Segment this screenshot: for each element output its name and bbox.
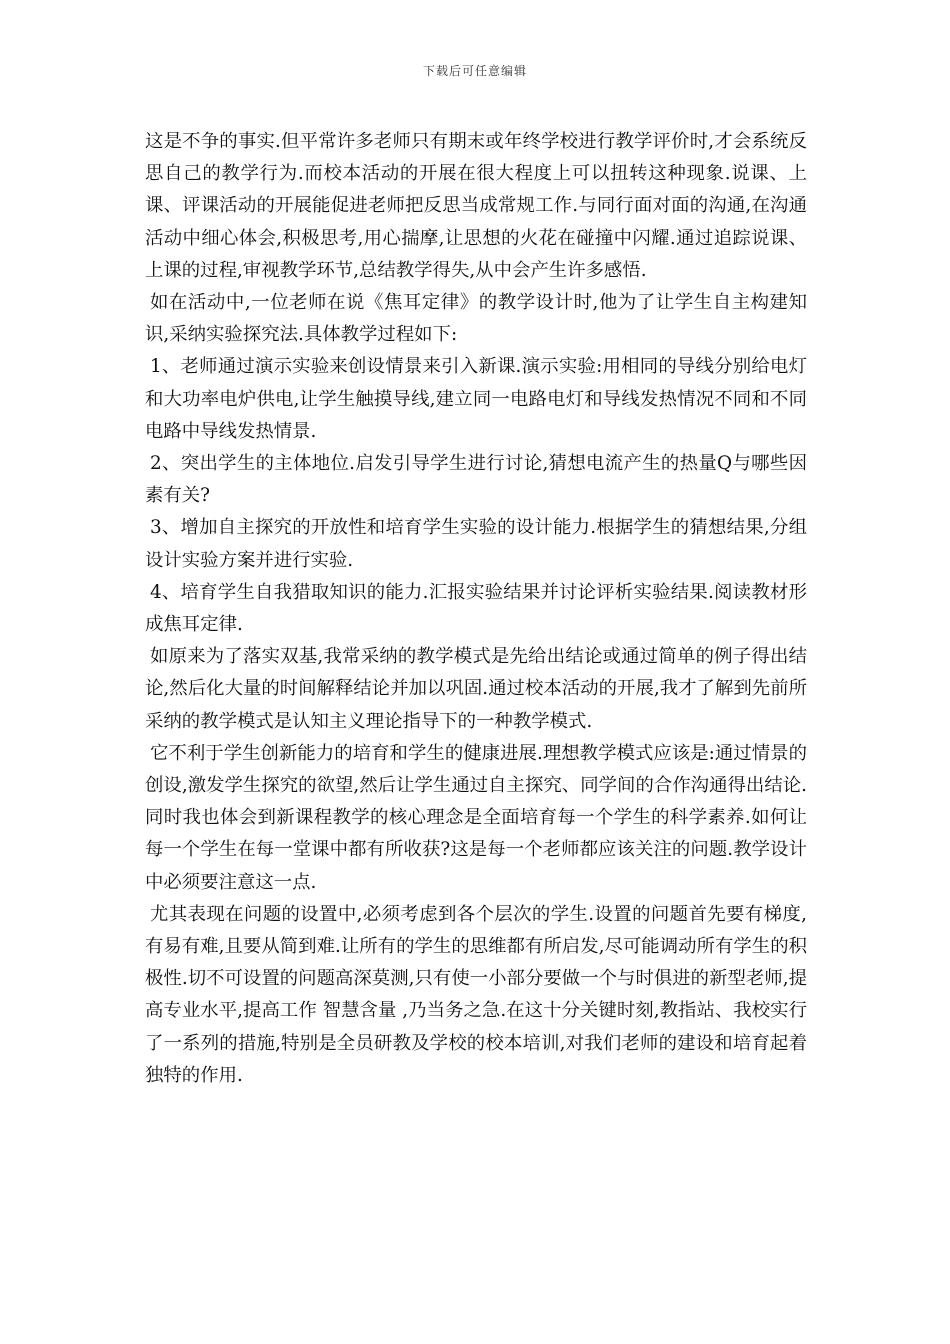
page-header: 下载后可任意编辑 <box>422 64 527 78</box>
document-body <box>145 126 807 1092</box>
list-item-1: 1、老师通过演示实验来创设情景来引入新课.演示实验:用相同的导线分别给电灯和大功率电炉供电,让学生触摸导线,建立同一电路电灯和导线发热情况不同和不同电路中导线发热情景. <box>145 356 807 442</box>
list-item-2: 2、突出学生的主体地位.启发引导学生进行讨论,猜想电流产生的热量Q与哪些因素有关? <box>145 453 807 507</box>
paragraph-2: 如在活动中,一位老师在说《焦耳定律》的教学设计时,他为了让学生自主构建知识,采纳实验探究法.具体教学过程如下: <box>145 292 807 346</box>
paragraph-3: 如原来为了落实双基,我常采纳的教学模式是先给出结论或通过简单的例子得出结论,然后化大量的时间解释结论并加以巩固.通过校本活动的开展,我才了解到先前所采纳的教学模式是认知主义理论指导下的一种教学模式. <box>145 646 807 732</box>
paragraph-4: 它不利于学生创新能力的培育和学生的健康进展.理想教学模式应该是:通过情景的创设,激发学生探究的欲望,然后让学生通过自主探究、同学间的合作沟通得出结论.同时我也体会到新课程教学的核心理念是全面培育每一个学生的科学素养.如何让每一个学生在每一堂课中都有所收获?这是每一个老师都应该关注的问题.教学设计中必须要注意这一点. <box>145 742 807 893</box>
list-item-3: 3、增加自主探究的开放性和培育学生实验的设计能力.根据学生的猜想结果,分组设计实验方案并进行实验. <box>145 517 807 571</box>
paragraph-5: 尤其表现在问题的设置中,必须考虑到各个层次的学生.设置的问题首先要有梯度,有易有难,且要从简到难.让所有的学生的思维都有所启发,尽可能调动所有学生的积极性.切不可设置的问题高深莫测,只有使一小部分要做一个与时俱进的新型老师,提高专业水平,提高工作 智慧含量 ,乃当务之急.在这十分关键时刻,教指站、我校实行了一系列的措施,特别是全员研教及学校的校本培训,对我们老师的建设和培育起着独特的作用. <box>145 903 807 1086</box>
list-item-4: 4、培育学生自我猎取知识的能力.汇报实验结果并讨论评析实验结果.阅读教材形成焦耳定律. <box>145 581 807 636</box>
paragraph-1: 这是不争的事实.但平常许多老师只有期末或年终学校进行教学评价时,才会系统反思自己的教学行为.而校本活动的开展在很大程度上可以扭转这种现象.说课、上课、评课活动的开展能促进老师把反思当成常规工作.与同行面对面的沟通,在沟通活动中细心体会,积极思考,用心揣摩,让思想的火花在碰撞中闪耀.通过追踪说课、上课的过程,审视教学环节,总结教学得失,从中会产生许多感悟. <box>145 131 807 281</box>
